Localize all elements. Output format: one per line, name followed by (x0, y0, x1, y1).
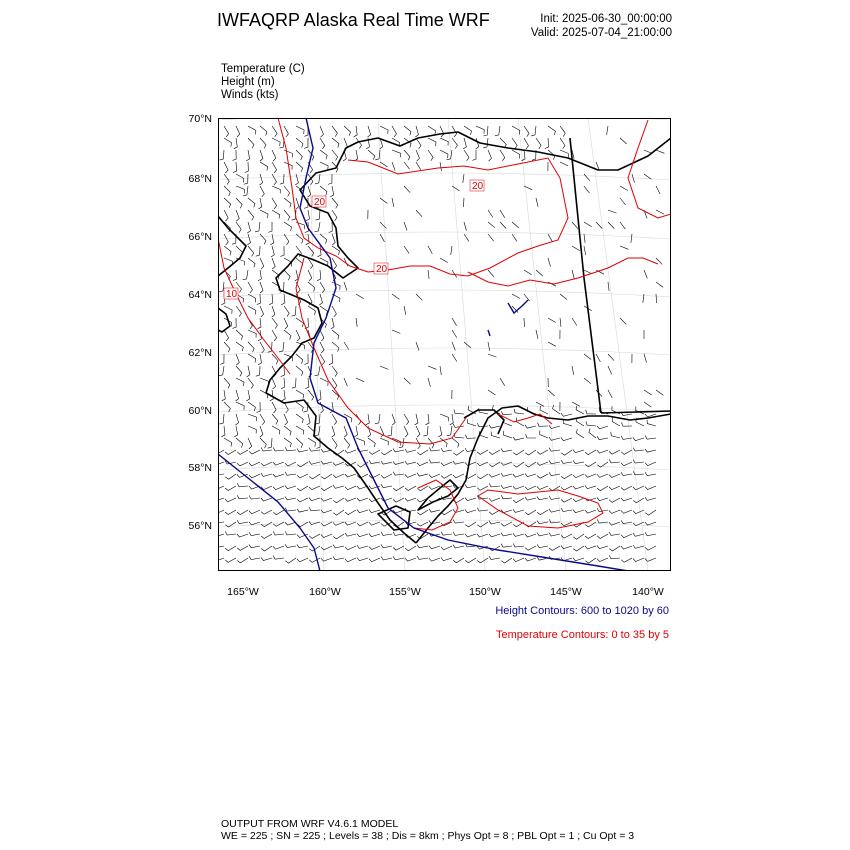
winds-units-label: Winds (kts) (221, 89, 279, 101)
lon-label-150w: 150°W (469, 586, 501, 598)
temp-contour-label: 10 (226, 289, 238, 300)
lat-label-56n: 56°N (188, 520, 212, 532)
lat-label-58n: 58°N (188, 462, 212, 474)
temp-contour-label: 20 (376, 264, 388, 275)
init-valid-times (531, 12, 672, 40)
height-contours-legend: Height Contours: 600 to 1020 by 60 (495, 605, 669, 617)
lat-label-70n: 70°N (188, 113, 212, 125)
lat-label-62n: 62°N (188, 347, 212, 359)
lon-label-160w: 160°W (309, 586, 341, 598)
model-info-footer (221, 818, 634, 842)
init-time: Init: 2025-06-30_00:00:00 (540, 13, 672, 25)
plot-title: IWFAQRP Alaska Real Time WRF (217, 10, 490, 30)
temp-contour-label: 20 (472, 181, 484, 192)
alaska-map-panel (218, 118, 671, 571)
lat-label-66n: 66°N (188, 231, 212, 243)
lon-label-155w: 155°W (389, 586, 421, 598)
model-version: OUTPUT FROM WRF V4.6.1 MODEL (221, 818, 399, 830)
valid-time: Valid: 2025-07-04_21:00:00 (530, 27, 672, 39)
lon-label-145w: 145°W (550, 586, 582, 598)
temperature-units-label: Temperature (C) (221, 63, 305, 75)
lat-label-68n: 68°N (188, 173, 212, 185)
lat-label-64n: 64°N (188, 289, 212, 301)
lat-label-60n: 60°N (188, 405, 212, 417)
height-units-label: Height (m) (221, 76, 275, 88)
lon-label-165w: 165°W (227, 586, 259, 598)
lon-label-140w: 140°W (632, 586, 664, 598)
temperature-contours-legend: Temperature Contours: 0 to 35 by 5 (495, 629, 669, 641)
temp-contour-label: 20 (314, 197, 326, 208)
model-config: WE = 225 ; SN = 225 ; Levels = 38 ; Dis = 8km ; Phys Opt = 8 ; PBL Opt = 1 ; Cu Opt = 3 (221, 830, 635, 842)
